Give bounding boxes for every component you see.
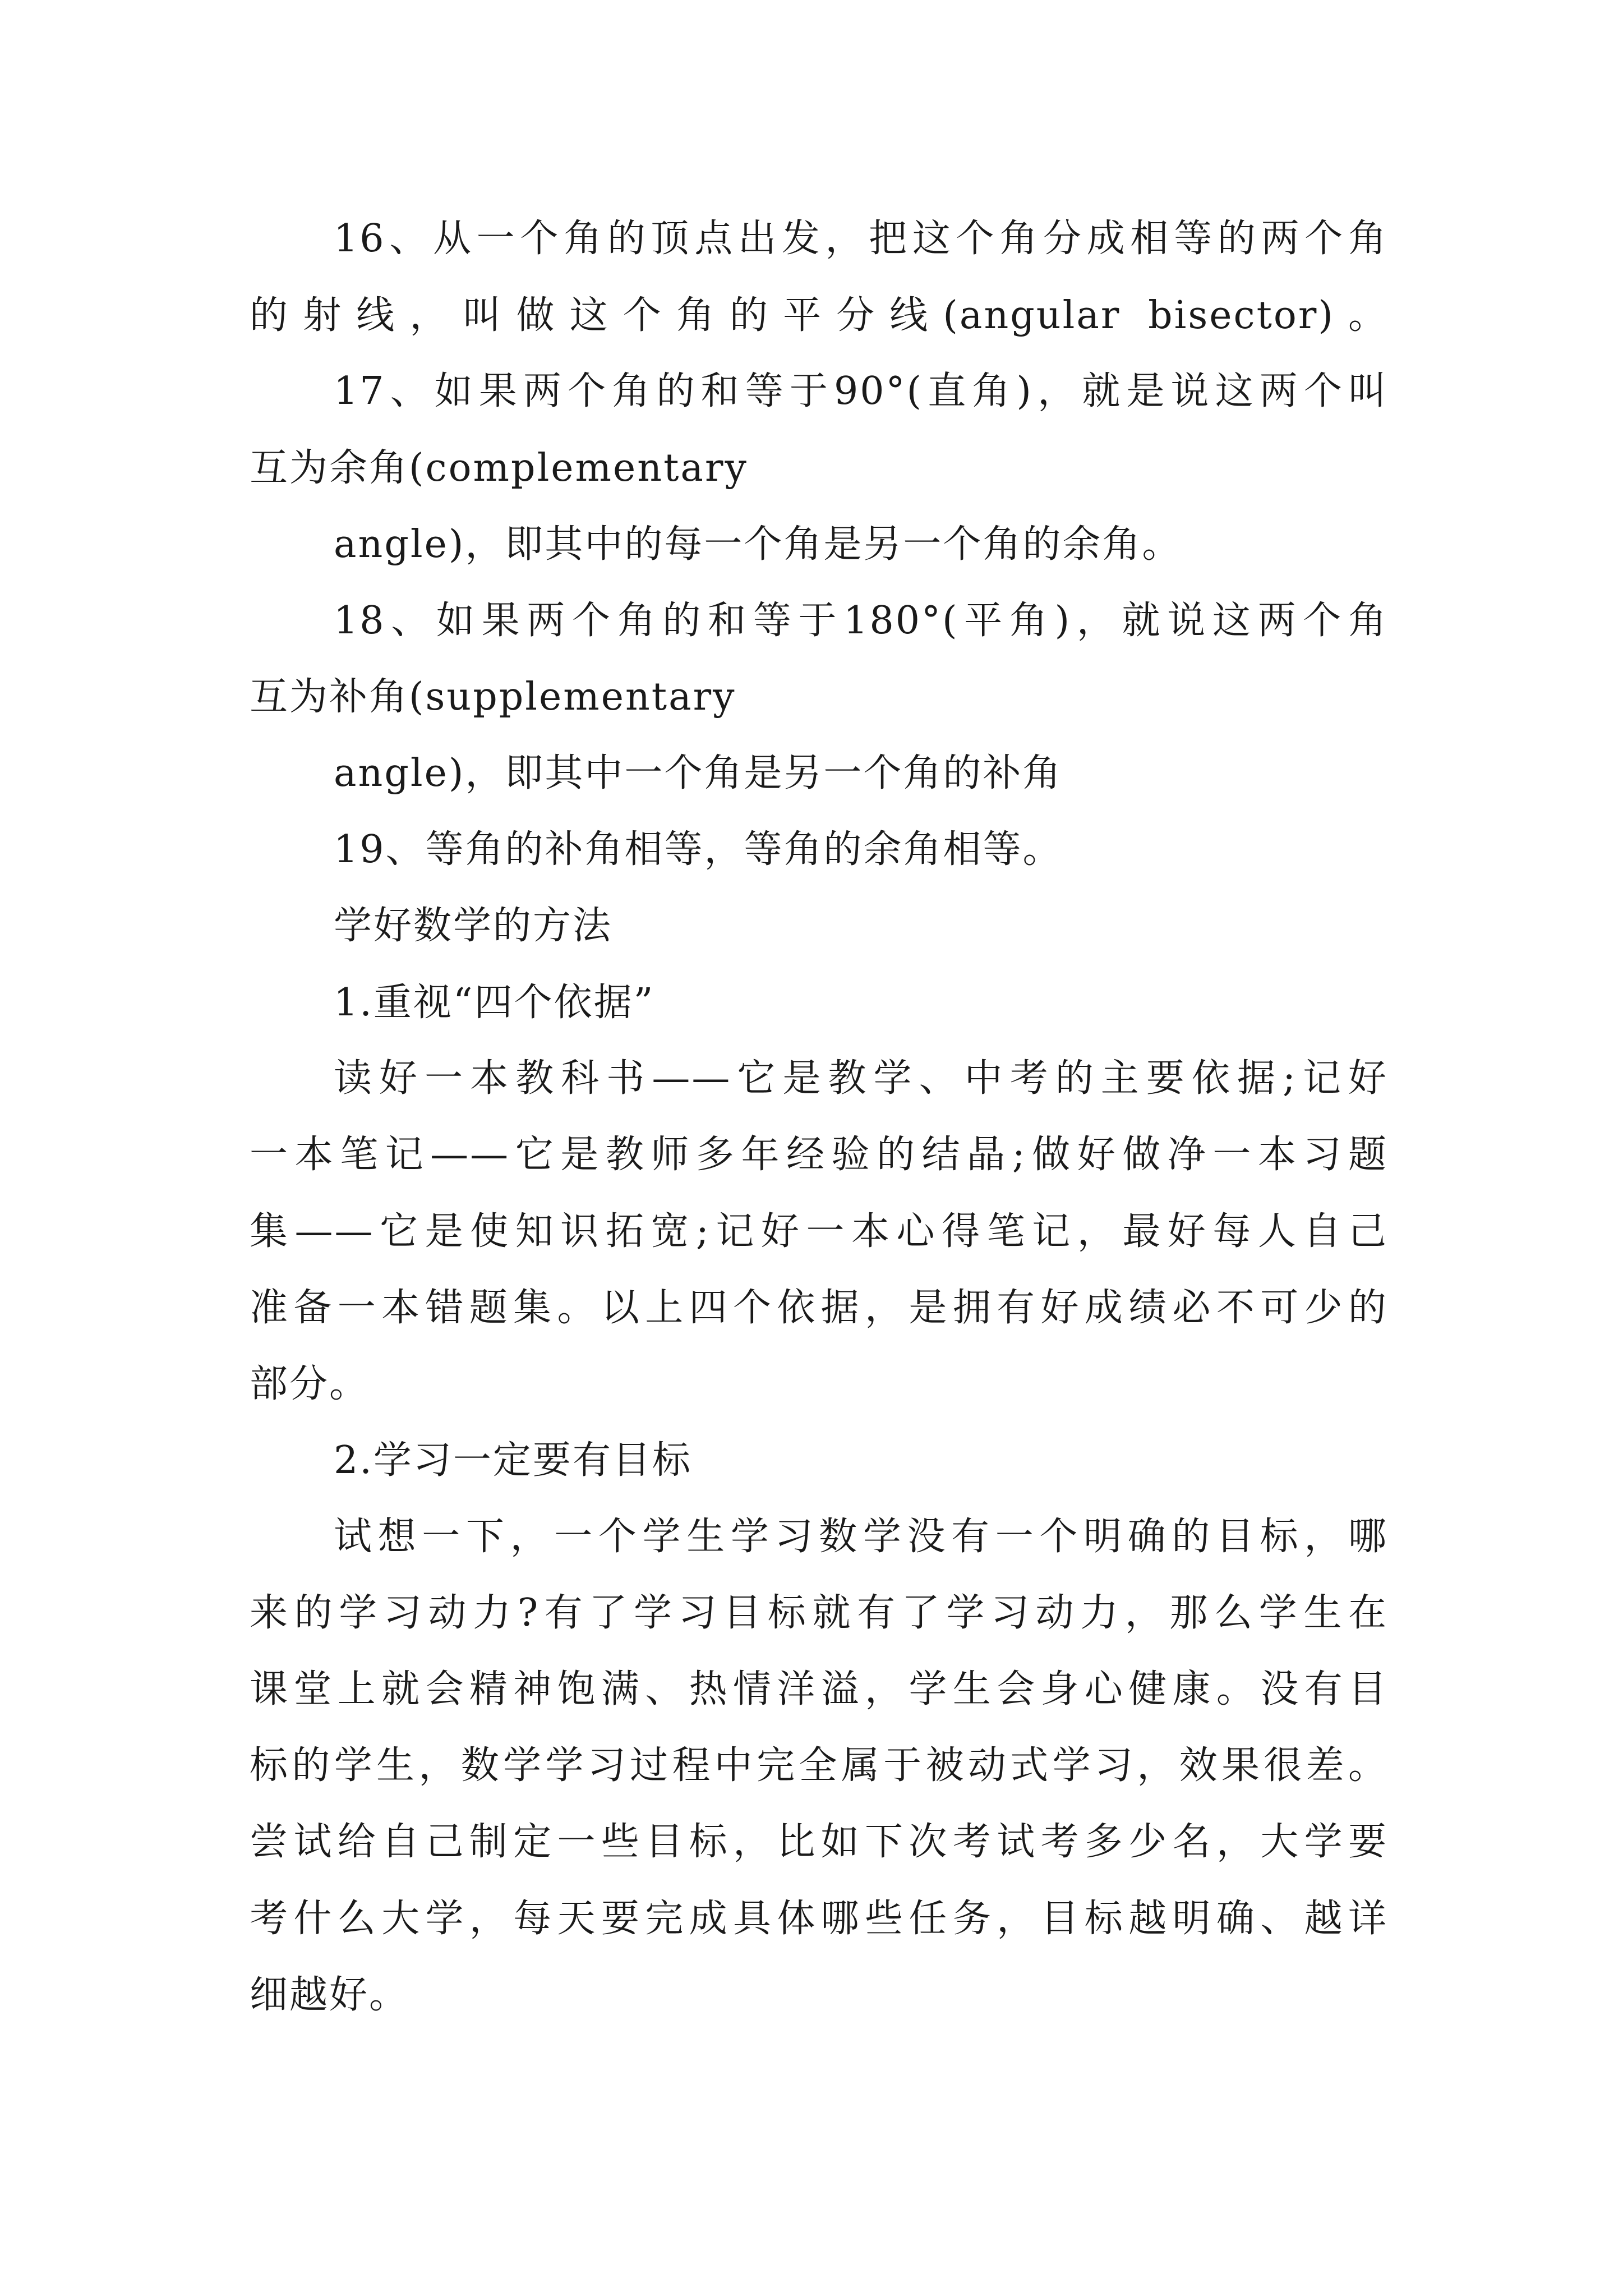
text-line: angle)，即其中的每一个角是另一个角的余角。 (334, 522, 1182, 567)
text-line: 互为余角(complementary (250, 446, 748, 490)
text-line: 一本笔记——它是教师多年经验的结晶;做好做净一本习题 (250, 1133, 1388, 1177)
text-line: 16、从一个角的顶点出发，把这个角分成相等的两个角 (334, 217, 1388, 261)
text-line: 课堂上就会精神饱满、热情洋溢，学生会身心健康。没有目 (250, 1667, 1388, 1711)
text-line: 读好一本教科书——它是教学、中考的主要依据;记好 (334, 1056, 1388, 1101)
text-line: 的射线，叫做这个角的平分线(angular bisector)。 (250, 293, 1388, 338)
text-line: 19、等角的补角相等，等角的余角相等。 (334, 827, 1063, 872)
text-line: 17、如果两个角的和等于90°(直角)，就是说这两个叫 (334, 369, 1388, 413)
text-line: 尝试给自己制定一些目标，比如下次考试考多少名，大学要 (250, 1820, 1388, 1864)
section-heading: 学好数学的方法 (334, 904, 613, 948)
subsection-heading: 1.重视“四个依据” (334, 981, 655, 1025)
text-line: 试想一下，一个学生学习数学没有一个明确的目标，哪 (334, 1515, 1388, 1559)
text-line: 来的学习动力?有了学习目标就有了学习动力，那么学生在 (250, 1591, 1388, 1635)
text-line: 标的学生，数学学习过程中完全属于被动式学习，效果很差。 (250, 1743, 1388, 1788)
text-line: 部分。 (250, 1362, 370, 1406)
text-line: 细越好。 (250, 1973, 409, 2017)
text-line: 准备一本错题集。以上四个依据，是拥有好成绩必不可少的 (250, 1286, 1388, 1330)
text-line: angle)，即其中一个角是另一个角的补角 (334, 751, 1063, 795)
text-line: 互为补角(supplementary (250, 675, 736, 719)
text-line: 集——它是使知识拓宽;记好一本心得笔记，最好每人自己 (250, 1209, 1388, 1254)
text-line: 考什么大学，每天要完成具体哪些任务，目标越明确、越详 (250, 1897, 1388, 1941)
subsection-heading: 2.学习一定要有目标 (334, 1438, 692, 1483)
text-line: 18、如果两个角的和等于180°(平角)，就说这两个角 (334, 599, 1388, 643)
